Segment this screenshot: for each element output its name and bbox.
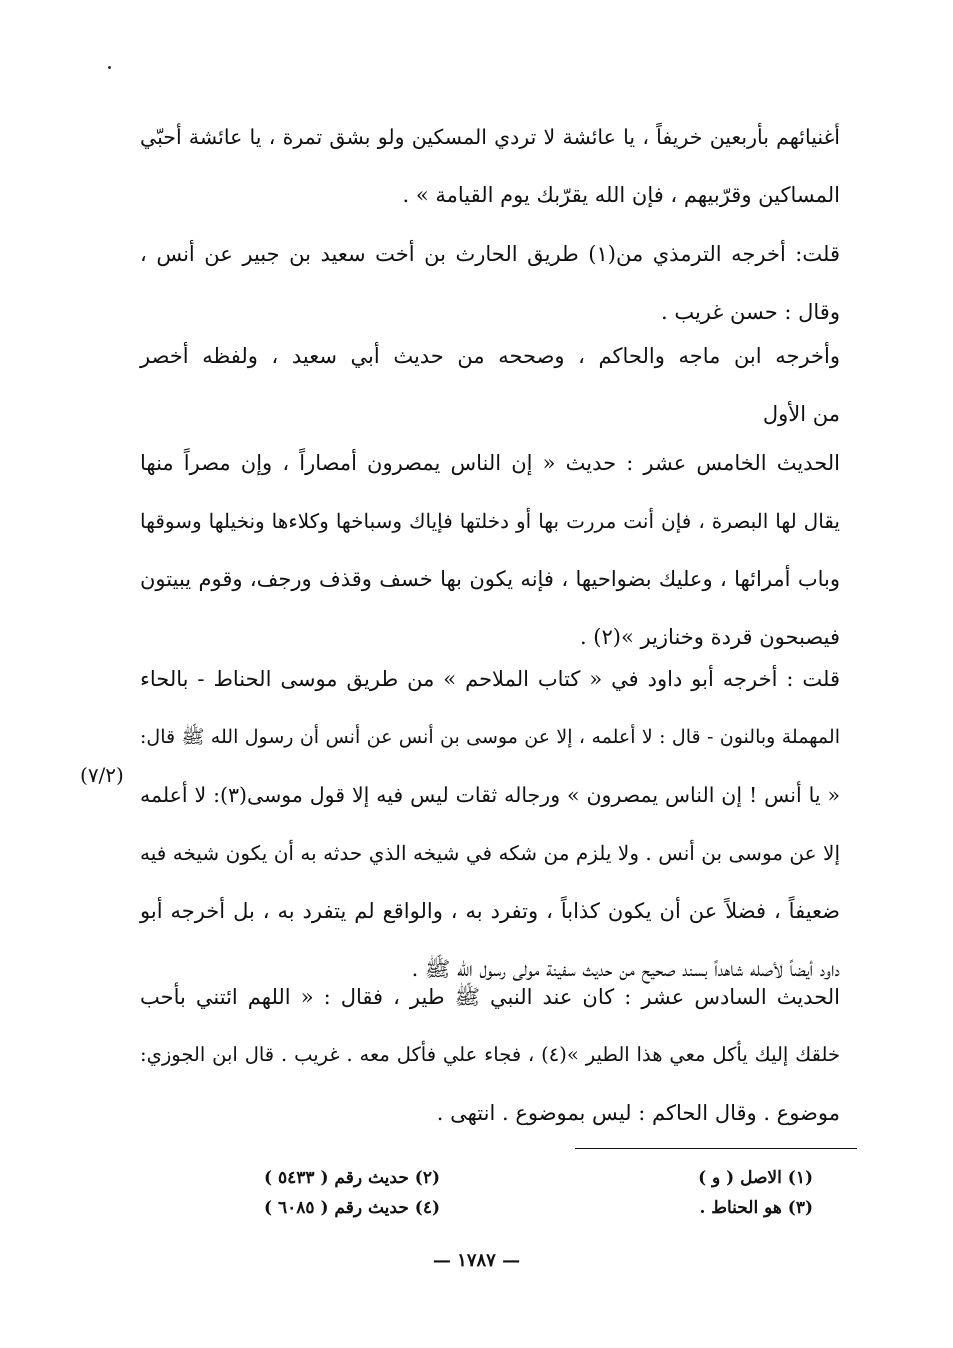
text-line: المساكين وقرّبيهم ، فإن الله يقرّبك يوم القيامة » .: [402, 183, 840, 207]
paragraph-2: [140, 225, 840, 341]
text-line: وباب أمرائها ، وعليك بضواحيها ، فإنه يكون بها خسف وقذف ورجف، وقوم يبيتون: [140, 567, 840, 591]
page-number: — ١٧٨٧ —: [432, 1250, 521, 1271]
text-line: « يا أنس ! إن الناس يمصرون » ورجاله ثقات ليس فيه إلا قول موسى(٣): لا أعلمه: [140, 783, 840, 807]
paragraph-5: [140, 650, 840, 998]
paragraph-4: [140, 434, 840, 666]
footnote-3: (٣) هو الحناط .: [699, 1198, 813, 1218]
text-line: موضوع . وقال الحاكم : ليس بموضوع . انتهى .: [436, 1101, 840, 1125]
text-line: ضعيفاً ، فضلاً عن أن يكون كذاباً ، وتفرد به ، والواقع لم يتفرد به ، بل أخرجه أبو: [140, 899, 840, 923]
text-line: الحديث السادس عشر : كان عند النبي ﷺ طير ، فقال : « اللهم ائتني بأحب: [140, 985, 840, 1009]
text-line: المهملة وبالنون - قال : لا أعلمه ، إلا عن موسى بن أنس عن أنس أن رسول الله ﷺ قال:: [140, 726, 840, 748]
text-line: الحديث الخامس عشر : حديث « إن الناس يمصرون أمصاراً ، وإن مصراً منها: [140, 451, 840, 475]
text-line: فيصبحون قردة وخنازير »(٢) .: [579, 625, 840, 649]
text-line: خلقك إليك يأكل معي هذا الطير »(٤) ، فجاء علي فأكل معه . غريب . قال ابن الجوزي:: [140, 1043, 840, 1066]
footnotes-column-2: [190, 1163, 440, 1223]
text-line: قلت : أخرجه أبو داود في « كتاب الملاحم » من طريق موسى الحناط - بالحاء: [140, 667, 840, 691]
text-line: يقال لها البصرة ، فإن أنت مررت بها أو دخلتها فإياك وسباخها وكلاءها ونخيلها وسوقها: [140, 509, 840, 533]
text-line: داود أيضاً لأصله شاهداً بسند صحيح من حديث سفينة مولى رسول الله ﷺ .: [411, 957, 840, 981]
text-line: من الأول: [762, 402, 840, 426]
text-line: أغنيائهم بأربعين خريفاً ، يا عائشة لا تردي المسكين ولو بشق تمرة ، يا عائشة أحبّي: [140, 125, 840, 149]
text-line: وأخرجه ابن ماجه والحاكم ، وصححه من حديث أبي سعيد ، ولفظه أخصر: [140, 344, 840, 368]
text-line: وقال : حسن غريب .: [660, 300, 840, 324]
scan-speck: [108, 66, 111, 69]
text-line: قلت: أخرجه الترمذي من(١) طريق الحارث بن أخت سعيد بن جبير عن أنس ،: [140, 242, 840, 266]
text-line: إلا عن موسى بن أنس . ولا يلزم من شكه في شيخه الذي حدثه به أن يكون شيخه فيه: [140, 841, 840, 865]
paragraph-3: [140, 327, 840, 443]
footnote-1: (١) الاصل ( و ): [698, 1168, 813, 1188]
paragraph-1: [140, 108, 840, 224]
footnote-separator: [575, 1148, 857, 1149]
footnote-2: (٢) حديث رقم ( ٥٤٣٣ ): [264, 1168, 440, 1188]
paragraph-6: [140, 968, 840, 1142]
footnote-4: (٤) حديث رقم ( ٦٠٨٥ ): [264, 1198, 440, 1218]
margin-volume-note: (٧/٢): [80, 763, 124, 787]
footnotes-column-1: [563, 1163, 813, 1223]
